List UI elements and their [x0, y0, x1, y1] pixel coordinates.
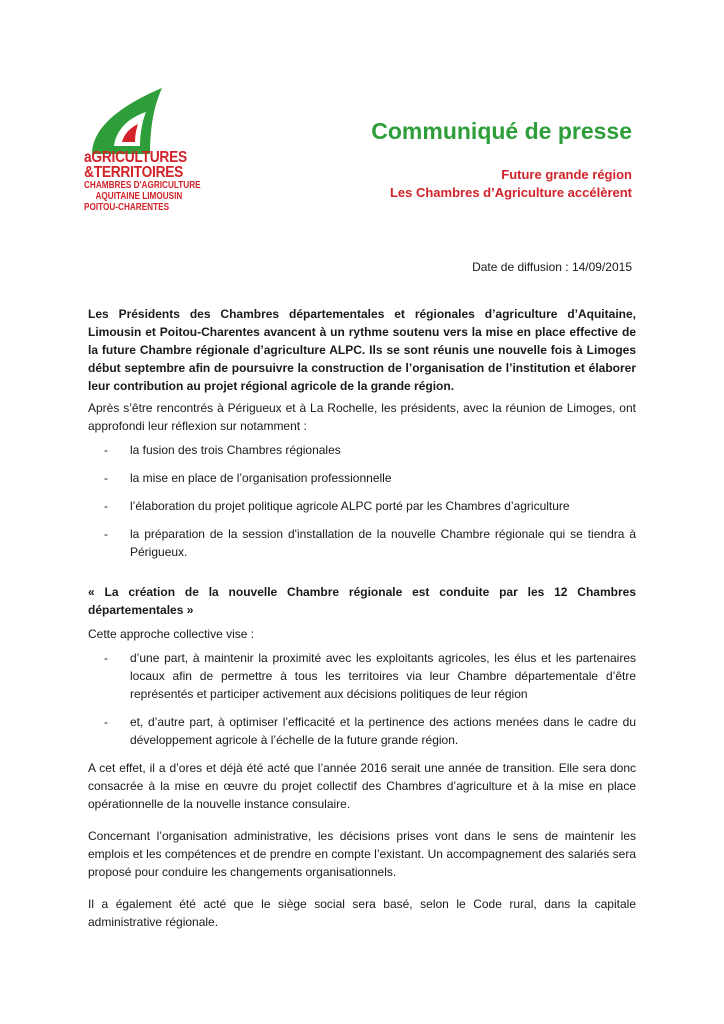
logo-line-territoires: &TERRITOIRES [84, 164, 184, 181]
list-item: - la fusion des trois Chambres régionales [104, 443, 341, 457]
approach-list [88, 649, 636, 749]
organization-logo [84, 86, 214, 226]
logo-sub-regions: AQUITAINE LIMOUSIN [95, 191, 183, 202]
list-item: - l’élaboration du projet politique agricole ALPC porté par les Chambres d’agriculture [104, 499, 570, 513]
logo-sub-chambres: CHAMBRES D'AGRICULTURE [84, 180, 201, 191]
lead-paragraph: Les Présidents des Chambres départementales et régionales d’agriculture d’Aquitaine, Limousin et Poitou-Charentes avancent à un rythme soutenu vers la mise en place effective de la future Chambre régionale d’agriculture ALPC. Ils se sont réunis une nouvelle fois à Limoges début septembre afin de poursuivre la construction de l’organisation de l’institution et élaborer leur contribution au projet régional agricole de la grande région. [88, 307, 636, 393]
section-heading: « La création de la nouvelle Chambre régionale est conduite par les 12 Chambres départementales » [88, 585, 636, 617]
leaf-a-logo-icon [84, 86, 174, 156]
list-item: - d’une part, à maintenir la proximité avec les exploitants agricoles, les élus et les partenaires locaux afin de permettre à tous les territoires via leur Chambre départementale d’être représentés et participer activement aux décisions politiques de leur région [104, 651, 636, 701]
page-title: Communiqué de presse [371, 118, 632, 144]
administration-paragraph: Concernant l’organisation administrative, les décisions prises vont dans le sens de maintenir les emplois et les compétences et de prendre en compte l’existant. Un accompagnement des salariés sera proposé pour conduire les changements organisationnels. [88, 829, 636, 879]
list-item: - et, d’autre part, à optimiser l’efficacité et la pertinence des actions menées dans le cadre du développement agricole à l’échelle de la future grande région. [104, 715, 636, 747]
headquarters-paragraph: Il a également été acté que le siège social sera basé, selon le Code rural, dans la capitale administrative régionale. [88, 897, 636, 929]
subtitle-line-1: Future grande région [501, 167, 632, 182]
intro-paragraph: Après s’être rencontrés à Périgueux et à La Rochelle, les présidents, avec la réunion de Limoges, ont approfondi leur réflexion sur notamment : [88, 401, 636, 433]
release-date: Date de diffusion : 14/09/2015 [472, 260, 632, 274]
list-item: - la préparation de la session d'installation de la nouvelle Chambre régionale qui se tiendra à Périgueux. [104, 527, 636, 559]
logo-line-agricultures: aGRICULTURES [84, 149, 187, 166]
list-item: - la mise en place de l’organisation professionnelle [104, 471, 392, 485]
subtitle-line-2: Les Chambres d’Agriculture accélèrent [389, 185, 632, 200]
topics-list [88, 441, 636, 561]
approach-paragraph: Cette approche collective vise : [88, 627, 255, 641]
document-body [88, 305, 636, 937]
logo-sub-poitou: POITOU-CHARENTES [84, 202, 170, 213]
transition-paragraph: A cet effet, il a d’ores et déjà été acté que l’année 2016 serait une année de transition. Elle sera donc consacrée à la mise en œuvre du projet collectif des Chambres d’agriculture et à la mise en place opérationnelle de la nouvelle instance consulaire. [88, 761, 636, 811]
page-subtitle [390, 166, 632, 202]
